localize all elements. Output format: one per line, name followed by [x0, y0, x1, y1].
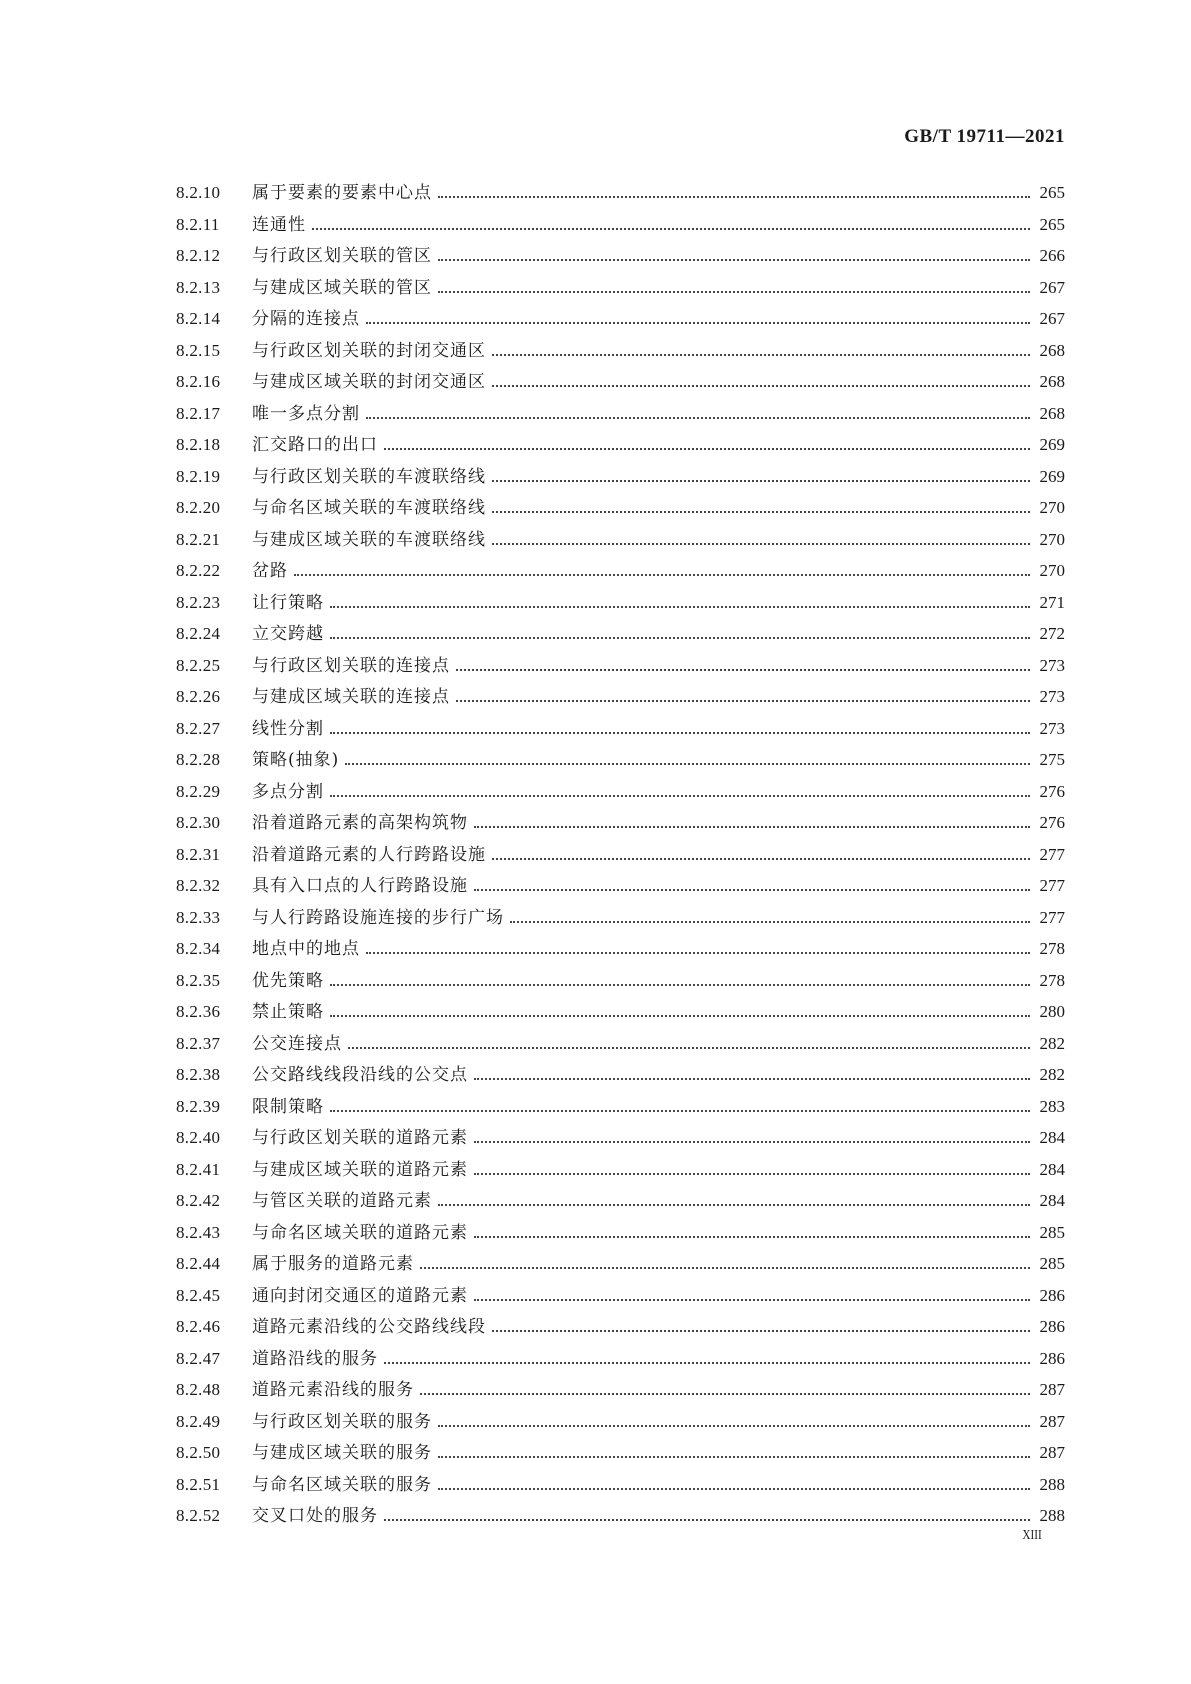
- table-of-contents: [176, 178, 1065, 1533]
- toc-entry-title: 与行政区划关联的连接点: [252, 655, 450, 676]
- toc-entry-number: 8.2.28: [176, 750, 221, 769]
- toc-entry-title: 与命名区域关联的车渡联络线: [252, 498, 486, 518]
- toc-entry-title: 通向封闭交通区的道路元素: [252, 1285, 468, 1306]
- toc-entry-number: 8.2.42: [176, 1191, 221, 1210]
- toc-entry-title: 公交路线线段沿线的公交点: [252, 1065, 468, 1085]
- toc-entry-page: 268: [1039, 372, 1065, 391]
- dot-leader: [384, 1362, 1030, 1364]
- dot-leader: [366, 417, 1030, 419]
- toc-entry-title: 交叉口处的服务: [252, 1506, 378, 1526]
- toc-entry-page: 280: [1039, 1002, 1065, 1021]
- toc-entry-page: 268: [1039, 403, 1065, 423]
- toc-entry[interactable]: [176, 808, 1065, 840]
- toc-entry-page: 288: [1039, 1506, 1065, 1525]
- toc-entry-title: 与行政区划关联的服务: [252, 1411, 432, 1432]
- toc-entry-title: 与命名区域关联的道路元素: [252, 1222, 468, 1243]
- toc-entry-title: 属于要素的要素中心点: [252, 183, 432, 203]
- toc-entry-page: 273: [1039, 687, 1065, 706]
- toc-entry[interactable]: [176, 462, 1065, 494]
- toc-entry-title: 立交跨越: [252, 624, 324, 644]
- toc-entry[interactable]: [176, 1060, 1065, 1092]
- toc-entry-number: 8.2.15: [176, 340, 221, 360]
- toc-entry[interactable]: [176, 399, 1065, 431]
- toc-entry-title: 与行政区划关联的管区: [252, 246, 432, 266]
- toc-entry-number: 8.2.21: [176, 529, 221, 549]
- dot-leader: [438, 291, 1030, 293]
- toc-entry-number: 8.2.14: [176, 309, 221, 328]
- toc-entry-title: 与行政区划关联的封闭交通区: [252, 340, 486, 361]
- dot-leader: [330, 732, 1030, 734]
- toc-entry-title: 沿着道路元素的高架构筑物: [252, 813, 468, 833]
- dot-leader: [366, 322, 1030, 324]
- dot-leader: [474, 826, 1030, 828]
- toc-entry-number: 8.2.32: [176, 876, 221, 895]
- toc-entry[interactable]: [176, 1123, 1065, 1155]
- toc-entry[interactable]: [176, 1249, 1065, 1281]
- toc-entry-page: 275: [1039, 750, 1065, 769]
- toc-entry[interactable]: [176, 903, 1065, 935]
- toc-entry-number: 8.2.29: [176, 781, 221, 801]
- dot-leader: [492, 354, 1030, 356]
- toc-entry-page: 267: [1039, 277, 1065, 297]
- toc-entry-number: 8.2.37: [176, 1033, 221, 1053]
- toc-entry[interactable]: [176, 336, 1065, 368]
- toc-entry-number: 8.2.34: [176, 939, 221, 958]
- toc-entry[interactable]: [176, 1344, 1065, 1376]
- toc-entry-title: 与建成区域关联的连接点: [252, 687, 450, 707]
- toc-entry[interactable]: [176, 556, 1065, 588]
- toc-entry[interactable]: [176, 1312, 1065, 1344]
- toc-entry-page: 267: [1039, 309, 1065, 328]
- toc-entry[interactable]: [176, 997, 1065, 1029]
- dot-leader: [474, 889, 1030, 891]
- toc-entry-title: 多点分割: [252, 781, 324, 802]
- dot-leader: [348, 1047, 1030, 1049]
- toc-entry-title: 与行政区划关联的道路元素: [252, 1128, 468, 1148]
- toc-entry-number: 8.2.50: [176, 1443, 221, 1462]
- toc-entry-number: 8.2.13: [176, 277, 221, 297]
- toc-entry-title: 与管区关联的道路元素: [252, 1191, 432, 1211]
- dot-leader: [492, 1330, 1030, 1332]
- toc-entry-page: 283: [1039, 1096, 1065, 1116]
- toc-entry-page: 268: [1039, 340, 1065, 360]
- dot-leader: [492, 543, 1030, 545]
- dot-leader: [474, 1141, 1030, 1143]
- toc-entry[interactable]: [176, 619, 1065, 651]
- toc-entry-number: 8.2.45: [176, 1285, 221, 1305]
- page-number: XIII: [1022, 1528, 1042, 1543]
- toc-entry-page: 270: [1039, 529, 1065, 549]
- toc-entry-number: 8.2.24: [176, 624, 221, 643]
- dot-leader: [474, 1078, 1030, 1080]
- toc-entry[interactable]: [176, 871, 1065, 903]
- toc-entry-title: 唯一多点分割: [252, 403, 360, 424]
- toc-entry-page: 271: [1039, 592, 1065, 612]
- toc-entry[interactable]: [176, 1029, 1065, 1061]
- toc-entry[interactable]: [176, 1470, 1065, 1502]
- toc-entry-title: 禁止策略: [252, 1002, 324, 1022]
- dot-leader: [420, 1267, 1030, 1269]
- toc-entry-number: 8.2.19: [176, 466, 221, 486]
- toc-entry-title: 线性分割: [252, 718, 324, 739]
- toc-entry-number: 8.2.40: [176, 1128, 221, 1147]
- toc-entry-page: 273: [1039, 655, 1065, 675]
- toc-entry-title: 分隔的连接点: [252, 309, 360, 329]
- dot-leader: [456, 669, 1030, 671]
- toc-entry-page: 286: [1039, 1317, 1065, 1336]
- toc-entry[interactable]: [176, 1218, 1065, 1250]
- toc-entry[interactable]: [176, 777, 1065, 809]
- toc-entry[interactable]: [176, 588, 1065, 620]
- toc-entry-title: 属于服务的道路元素: [252, 1254, 414, 1274]
- toc-entry-page: 287: [1039, 1443, 1065, 1462]
- toc-entry-title: 与行政区划关联的车渡联络线: [252, 466, 486, 487]
- toc-entry-number: 8.2.36: [176, 1002, 221, 1021]
- toc-entry[interactable]: [176, 178, 1065, 210]
- toc-entry-number: 8.2.27: [176, 718, 221, 738]
- dot-leader: [438, 1488, 1030, 1490]
- toc-entry-title: 连通性: [252, 214, 306, 235]
- dot-leader: [312, 228, 1030, 230]
- toc-entry-page: 284: [1039, 1128, 1065, 1147]
- toc-entry[interactable]: [176, 304, 1065, 336]
- toc-entry[interactable]: [176, 241, 1065, 273]
- toc-entry-page: 276: [1039, 813, 1065, 832]
- dot-leader: [330, 606, 1030, 608]
- toc-entry-title: 让行策略: [252, 592, 324, 613]
- dot-leader: [330, 1110, 1030, 1112]
- toc-entry-title: 与命名区域关联的服务: [252, 1474, 432, 1495]
- toc-entry-number: 8.2.49: [176, 1411, 221, 1431]
- dot-leader: [492, 511, 1030, 513]
- toc-entry[interactable]: [176, 934, 1065, 966]
- toc-entry-number: 8.2.41: [176, 1159, 221, 1179]
- toc-entry-title: 与人行跨路设施连接的步行广场: [252, 907, 504, 928]
- toc-entry[interactable]: [176, 1186, 1065, 1218]
- toc-entry-page: 286: [1039, 1348, 1065, 1368]
- toc-entry[interactable]: [176, 651, 1065, 683]
- toc-entry-number: 8.2.23: [176, 592, 221, 612]
- toc-entry-title: 沿着道路元素的人行跨路设施: [252, 844, 486, 865]
- dot-leader: [384, 448, 1030, 450]
- toc-entry-title: 策略(抽象): [252, 750, 340, 770]
- toc-entry-page: 277: [1039, 844, 1065, 864]
- dot-leader: [456, 700, 1030, 702]
- dot-leader: [345, 763, 1029, 765]
- toc-entry-page: 284: [1039, 1191, 1065, 1210]
- toc-entry-title: 地点中的地点: [252, 939, 360, 959]
- toc-entry-page: 273: [1039, 718, 1065, 738]
- toc-entry-number: 8.2.47: [176, 1348, 221, 1368]
- dot-leader: [330, 637, 1030, 639]
- toc-entry-title: 与建成区域关联的道路元素: [252, 1159, 468, 1180]
- toc-entry-number: 8.2.51: [176, 1474, 221, 1494]
- toc-entry-number: 8.2.33: [176, 907, 221, 927]
- toc-entry-number: 8.2.43: [176, 1222, 221, 1242]
- dot-leader: [474, 1173, 1030, 1175]
- toc-entry-page: 277: [1039, 876, 1065, 895]
- toc-entry-title: 道路沿线的服务: [252, 1348, 378, 1369]
- toc-entry-page: 287: [1039, 1411, 1065, 1431]
- toc-entry-number: 8.2.38: [176, 1065, 221, 1084]
- toc-entry[interactable]: [176, 1155, 1065, 1187]
- toc-entry-number: 8.2.12: [176, 246, 221, 265]
- toc-entry-title: 道路元素沿线的服务: [252, 1380, 414, 1400]
- toc-entry-number: 8.2.48: [176, 1380, 221, 1399]
- toc-entry[interactable]: [176, 714, 1065, 746]
- dot-leader: [438, 1204, 1030, 1206]
- dot-leader: [492, 385, 1030, 387]
- toc-entry-page: 278: [1039, 939, 1065, 958]
- toc-entry-number: 8.2.10: [176, 183, 221, 202]
- toc-entry-title: 优先策略: [252, 970, 324, 991]
- dot-leader: [330, 984, 1030, 986]
- dot-leader: [438, 1456, 1030, 1458]
- toc-entry-page: 265: [1039, 183, 1065, 202]
- toc-entry-number: 8.2.44: [176, 1254, 221, 1273]
- toc-entry-page: 288: [1039, 1474, 1065, 1494]
- dot-leader: [438, 259, 1030, 261]
- toc-entry-page: 278: [1039, 970, 1065, 990]
- toc-entry[interactable]: [176, 493, 1065, 525]
- toc-entry[interactable]: [176, 1438, 1065, 1470]
- toc-entry-number: 8.2.11: [176, 214, 220, 234]
- toc-entry-page: 269: [1039, 466, 1065, 486]
- dot-leader: [474, 1236, 1030, 1238]
- toc-entry-title: 汇交路口的出口: [252, 435, 378, 455]
- toc-entry-page: 270: [1039, 561, 1065, 580]
- toc-entry-page: 285: [1039, 1222, 1065, 1242]
- toc-entry-title: 限制策略: [252, 1096, 324, 1117]
- toc-entry-page: 276: [1039, 781, 1065, 801]
- toc-entry[interactable]: [176, 430, 1065, 462]
- toc-entry[interactable]: [176, 273, 1065, 305]
- toc-entry[interactable]: [176, 745, 1065, 777]
- toc-entry-page: 266: [1039, 246, 1065, 265]
- toc-entry[interactable]: [176, 525, 1065, 557]
- dot-leader: [474, 1299, 1030, 1301]
- dot-leader: [438, 196, 1030, 198]
- toc-entry-title: 岔路: [252, 561, 288, 581]
- toc-entry-number: 8.2.26: [176, 687, 221, 706]
- dot-leader: [492, 480, 1030, 482]
- toc-entry[interactable]: [176, 1375, 1065, 1407]
- toc-entry-page: 284: [1039, 1159, 1065, 1179]
- toc-entry-page: 285: [1039, 1254, 1065, 1273]
- toc-entry-page: 282: [1039, 1065, 1065, 1084]
- toc-entry-number: 8.2.22: [176, 561, 221, 580]
- toc-entry[interactable]: [176, 966, 1065, 998]
- toc-entry-page: 286: [1039, 1285, 1065, 1305]
- toc-entry[interactable]: [176, 1501, 1065, 1533]
- toc-entry-page: 272: [1039, 624, 1065, 643]
- dot-leader: [510, 921, 1030, 923]
- toc-entry-number: 8.2.20: [176, 498, 221, 517]
- toc-entry-number: 8.2.35: [176, 970, 221, 990]
- toc-entry-number: 8.2.16: [176, 372, 221, 391]
- dot-leader: [294, 574, 1030, 576]
- dot-leader: [438, 1425, 1030, 1427]
- toc-entry-number: 8.2.18: [176, 435, 221, 454]
- toc-entry[interactable]: [176, 1407, 1065, 1439]
- toc-entry-title: 公交连接点: [252, 1033, 342, 1054]
- dot-leader: [330, 795, 1030, 797]
- toc-entry-page: 269: [1039, 435, 1065, 454]
- dot-leader: [330, 1015, 1030, 1017]
- toc-entry-title: 与建成区域关联的服务: [252, 1443, 432, 1463]
- toc-entry-number: 8.2.30: [176, 813, 221, 832]
- toc-entry-page: 277: [1039, 907, 1065, 927]
- dot-leader: [492, 858, 1030, 860]
- toc-entry[interactable]: [176, 840, 1065, 872]
- toc-entry[interactable]: [176, 1281, 1065, 1313]
- toc-entry-number: 8.2.31: [176, 844, 221, 864]
- toc-entry-title: 与建成区域关联的管区: [252, 277, 432, 298]
- toc-entry-number: 8.2.39: [176, 1096, 221, 1116]
- toc-entry-page: 265: [1039, 214, 1065, 234]
- toc-entry[interactable]: [176, 1092, 1065, 1124]
- toc-entry-number: 8.2.46: [176, 1317, 221, 1336]
- toc-entry-title: 与建成区域关联的封闭交通区: [252, 372, 486, 392]
- toc-entry[interactable]: [176, 367, 1065, 399]
- toc-entry-page: 287: [1039, 1380, 1065, 1399]
- dot-leader: [366, 952, 1030, 954]
- dot-leader: [384, 1519, 1030, 1521]
- toc-entry-page: 282: [1039, 1033, 1065, 1053]
- standard-number: GB/T 19711—2021: [904, 126, 1065, 147]
- toc-entry-title: 具有入口点的人行跨路设施: [252, 876, 468, 896]
- dot-leader: [420, 1393, 1030, 1395]
- toc-entry-number: 8.2.25: [176, 655, 221, 675]
- toc-entry-number: 8.2.52: [176, 1506, 221, 1525]
- toc-entry-title: 与建成区域关联的车渡联络线: [252, 529, 486, 550]
- toc-entry[interactable]: [176, 682, 1065, 714]
- toc-entry[interactable]: [176, 210, 1065, 242]
- toc-entry-title: 道路元素沿线的公交路线线段: [252, 1317, 486, 1337]
- toc-entry-number: 8.2.17: [176, 403, 221, 423]
- toc-entry-page: 270: [1039, 498, 1065, 517]
